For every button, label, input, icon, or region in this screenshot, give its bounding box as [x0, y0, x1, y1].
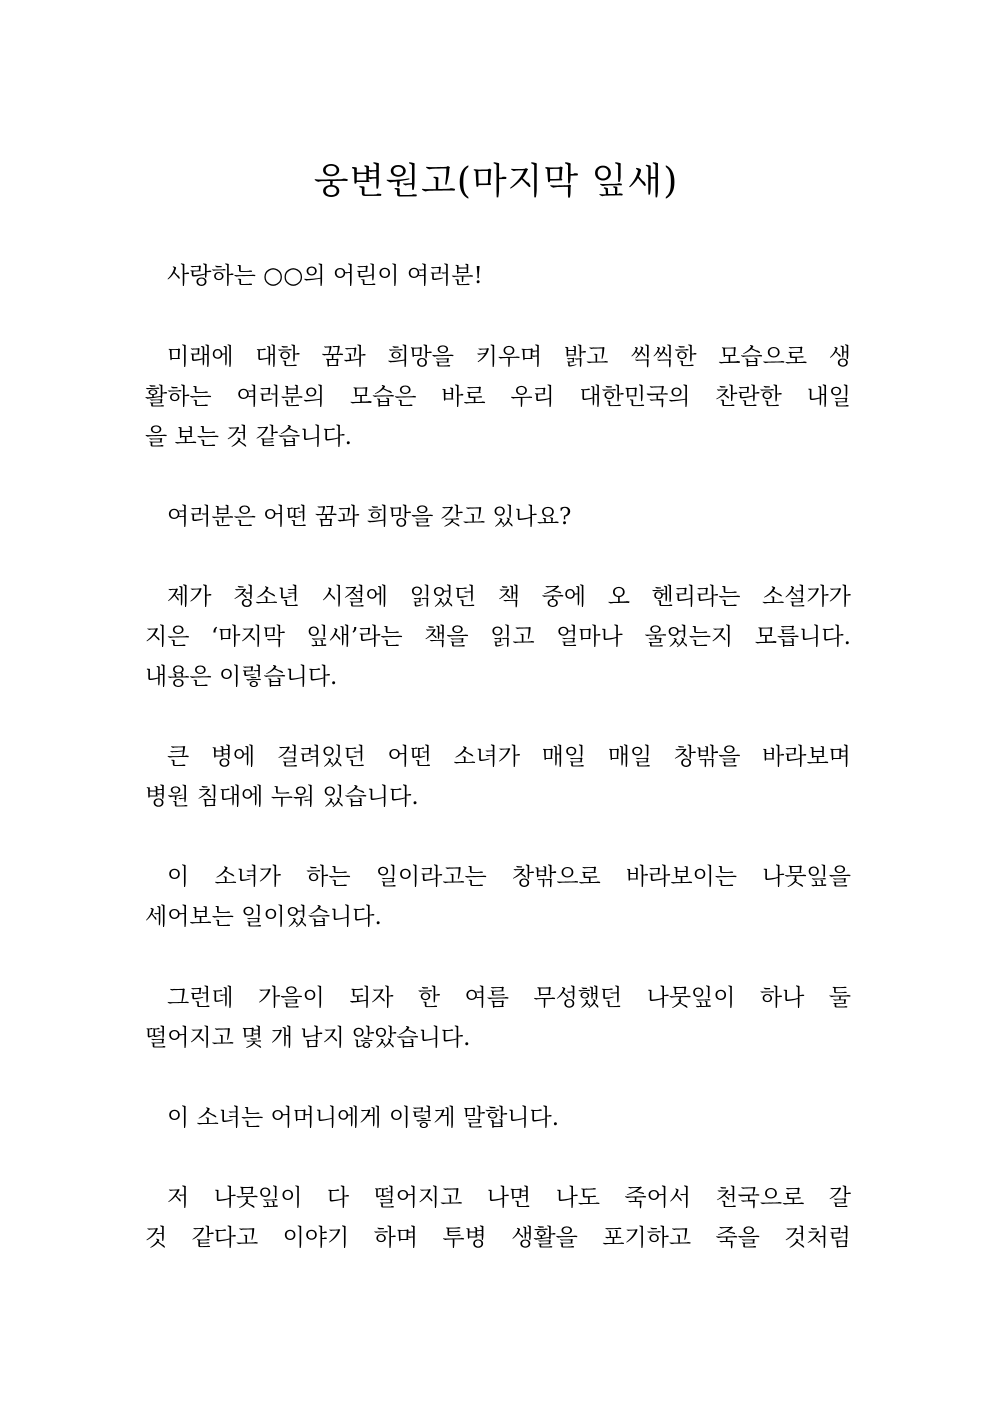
word: 나도	[555, 1185, 601, 1211]
word: 하며	[373, 1225, 419, 1251]
word: 내일	[806, 384, 851, 410]
word: 죽어서	[624, 1185, 692, 1211]
paragraph-line	[145, 1178, 851, 1218]
paragraph-line: 여러분은 어떤 꿈과 희망을 갖고 있나요?	[167, 504, 572, 530]
word: 생	[828, 344, 851, 370]
word: 잎새’라는	[306, 624, 403, 650]
word: 미래에	[167, 344, 234, 370]
word: 모릅니다.	[754, 624, 851, 650]
paragraph-line: 병원 침대에 누워 있습니다.	[145, 784, 419, 810]
word: 시절에	[321, 584, 388, 610]
word: 모습은	[349, 384, 417, 410]
word: 바라보이는	[625, 864, 737, 890]
paragraph-line	[145, 737, 851, 777]
word: 키우며	[475, 344, 543, 370]
paragraph-line	[145, 1218, 851, 1258]
word: 나면	[486, 1185, 532, 1211]
word: 소녀가	[214, 864, 281, 890]
word: 병에	[210, 744, 256, 770]
word: ‘마지막	[210, 624, 285, 650]
word: 씩씩한	[629, 344, 697, 370]
word: 헨리라는	[651, 584, 741, 610]
word: 책	[497, 584, 521, 610]
word: 활하는	[145, 384, 212, 410]
paragraph-line	[145, 577, 851, 617]
word: 모습으로	[718, 344, 808, 370]
document-title: 웅변원고(마지막 잎새)	[313, 161, 679, 202]
word: 중에	[541, 584, 587, 610]
word: 큰	[167, 744, 190, 770]
paragraph-line: 을 보는 것 같습니다.	[145, 424, 352, 450]
word: 소녀가	[453, 744, 521, 770]
paragraph-line: 사랑하는 ○○의 어린이 여러분!	[167, 263, 483, 289]
word: 다	[326, 1185, 350, 1211]
word: 울었는지	[644, 624, 734, 650]
word: 청소년	[233, 584, 300, 610]
word: 창밖을	[673, 744, 741, 770]
word: 우리	[510, 384, 555, 410]
word: 떨어지고	[373, 1185, 463, 1211]
word: 이	[167, 864, 190, 890]
word: 나뭇잎이	[213, 1185, 303, 1211]
word: 일이라고는	[375, 864, 487, 890]
paragraph-line	[145, 377, 851, 417]
paragraph-line	[145, 617, 851, 657]
word: 여름	[464, 985, 509, 1011]
word: 같다고	[191, 1225, 259, 1251]
word: 제가	[167, 584, 212, 610]
paragraph-line: 세어보는 일이었습니다.	[145, 904, 382, 930]
paragraph-line	[145, 857, 851, 897]
word: 나뭇잎이	[646, 985, 736, 1011]
word: 것처럼	[784, 1225, 851, 1251]
paragraph-line: 떨어지고 몇 개 남지 않았습니다.	[145, 1025, 471, 1051]
paragraph-line: 내용은 이렇습니다.	[145, 664, 338, 690]
word: 대한민국의	[579, 384, 691, 410]
word: 걸려있던	[276, 744, 366, 770]
word: 둘	[828, 985, 851, 1011]
word: 매일	[541, 744, 587, 770]
word: 찬란한	[715, 384, 782, 410]
word: 읽고	[490, 624, 535, 650]
word: 오	[607, 584, 630, 610]
word: 죽을	[715, 1225, 760, 1251]
word: 여러분의	[236, 384, 326, 410]
word: 나뭇잎을	[762, 864, 851, 890]
word: 저	[167, 1185, 190, 1211]
word: 꿈과	[321, 344, 366, 370]
word: 무성했던	[533, 985, 623, 1011]
word: 희망을	[387, 344, 455, 370]
word: 어떤	[387, 744, 432, 770]
word: 생활을	[511, 1225, 578, 1251]
word: 지은	[145, 624, 190, 650]
word: 바라보며	[762, 744, 851, 770]
word: 것	[145, 1225, 168, 1251]
word: 투병	[442, 1225, 487, 1251]
word: 하나	[759, 985, 805, 1011]
word: 되자	[349, 985, 394, 1011]
word: 소설가가	[762, 584, 851, 610]
word: 천국으로	[715, 1185, 805, 1211]
word: 읽었던	[409, 584, 477, 610]
word: 그런데	[167, 985, 234, 1011]
word: 가을이	[258, 985, 325, 1011]
word: 포기하고	[602, 1225, 692, 1251]
paragraph-line: 이 소녀는 어머니에게 이렇게 말합니다.	[167, 1105, 560, 1131]
word: 밝고	[563, 344, 609, 370]
word: 창밖으로	[511, 864, 601, 890]
word: 책을	[424, 624, 469, 650]
paragraph-line	[145, 337, 851, 377]
word: 대한	[255, 344, 300, 370]
word: 이야기	[282, 1225, 350, 1251]
word: 한	[417, 985, 441, 1011]
word: 하는	[306, 864, 351, 890]
word: 바로	[441, 384, 486, 410]
word: 갈	[828, 1185, 851, 1211]
word: 얼마나	[556, 624, 623, 650]
paragraph-line	[145, 978, 851, 1018]
word: 매일	[607, 744, 653, 770]
